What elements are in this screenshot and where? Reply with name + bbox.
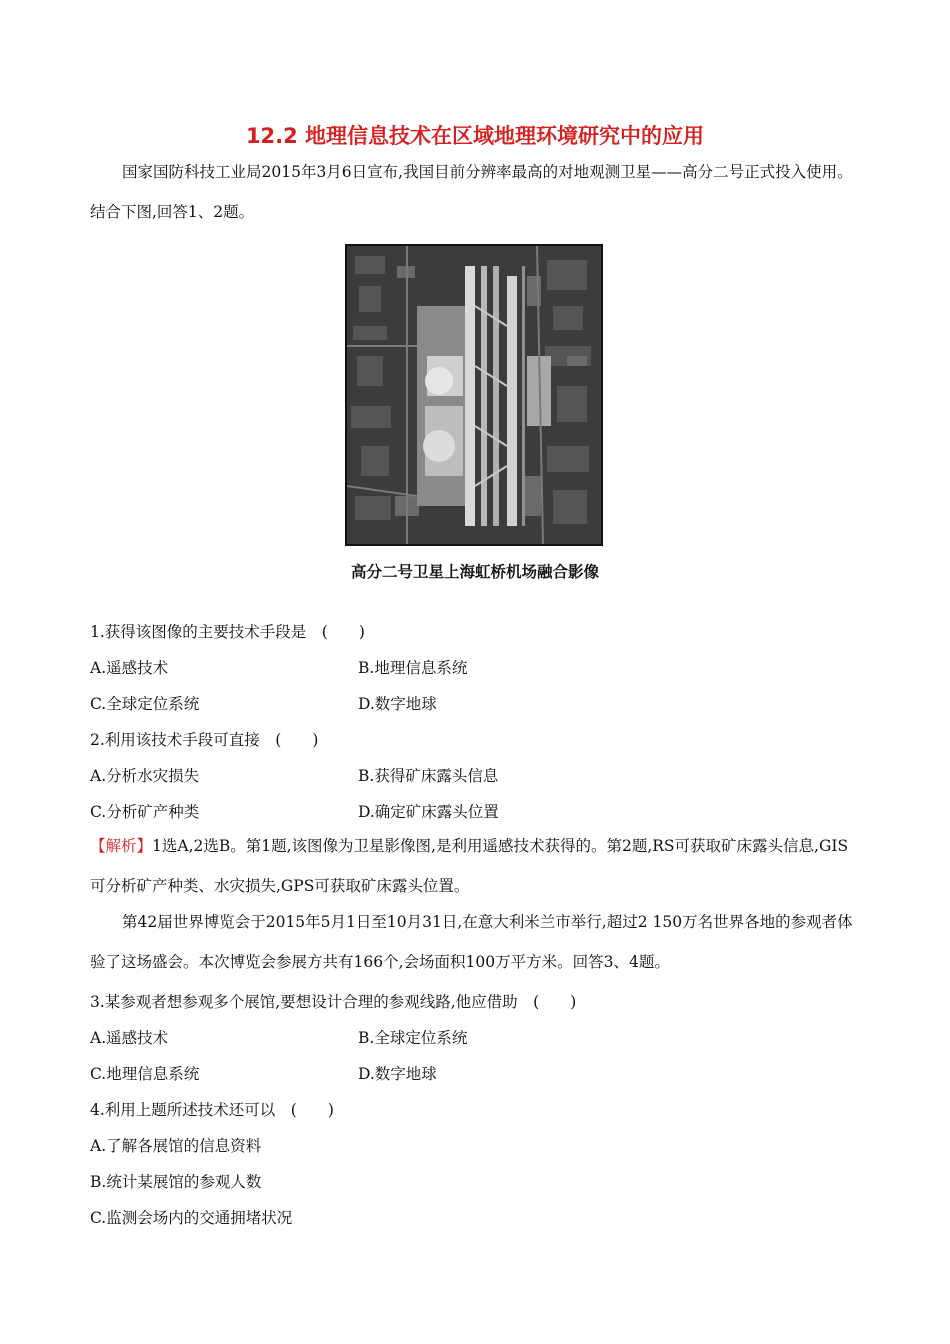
option-3d: D.数字地球 [358, 1065, 437, 1083]
option-2c: C.分析矿产种类 [90, 803, 200, 821]
satellite-image-figure [345, 244, 603, 546]
page-title: 12.2 地理信息技术在区域地理环境研究中的应用 [245, 124, 705, 148]
option-1b: B.地理信息系统 [358, 659, 468, 677]
question-2-stem: 2.利用该技术手段可直接 ( ) [90, 731, 319, 749]
option-3c: C.地理信息系统 [90, 1065, 200, 1083]
analysis-tag: 【解析】 [90, 837, 153, 855]
option-3a: A.遥感技术 [90, 1029, 169, 1047]
analysis-text: 1选A,2选B。第1题,该图像为卫星影像图,是利用遥感技术获得的。第2题,RS可获取矿床露头信息,GIS可分析矿产种类、水灾损失,GPS可获取矿床露头位置。 [90, 837, 849, 895]
option-3b: B.全球定位系统 [358, 1029, 468, 1047]
option-2d: D.确定矿床露头位置 [358, 803, 499, 821]
question-1-stem: 1.获得该图像的主要技术手段是 ( ) [90, 623, 365, 641]
option-1d: D.数字地球 [358, 695, 437, 713]
intro-paragraph-1: 国家国防科技工业局2015年3月6日宣布,我国目前分辨率最高的对地观测卫星——高分二号正式投入使用。结合下图,回答1、2题。 [90, 163, 853, 221]
question-4-stem: 4.利用上题所述技术还可以 ( ) [90, 1101, 334, 1119]
option-4b: B.统计某展馆的参观人数 [90, 1173, 262, 1191]
analysis-paragraph [90, 826, 860, 906]
option-2a: A.分析水灾损失 [90, 767, 200, 785]
option-2b: B.获得矿床露头信息 [358, 767, 499, 785]
option-4a: A.了解各展馆的信息资料 [90, 1137, 262, 1155]
airport-satellite-image [347, 246, 601, 544]
intro-paragraph-2: 第42届世界博览会于2015年5月1日至10月31日,在意大利米兰市举行,超过2 150万名世界各地的参观者体验了这场盛会。本次博览会参展方共有166个,会场面积100万平方米。回答3、4题。 [90, 913, 853, 971]
option-1a: A.遥感技术 [90, 659, 169, 677]
question-3-stem: 3.某参观者想参观多个展馆,要想设计合理的参观线路,他应借助 ( ) [90, 993, 577, 1011]
option-1c: C.全球定位系统 [90, 695, 200, 713]
option-4c: C.监测会场内的交通拥堵状况 [90, 1209, 293, 1227]
figure-caption: 高分二号卫星上海虹桥机场融合影像 [350, 563, 599, 581]
